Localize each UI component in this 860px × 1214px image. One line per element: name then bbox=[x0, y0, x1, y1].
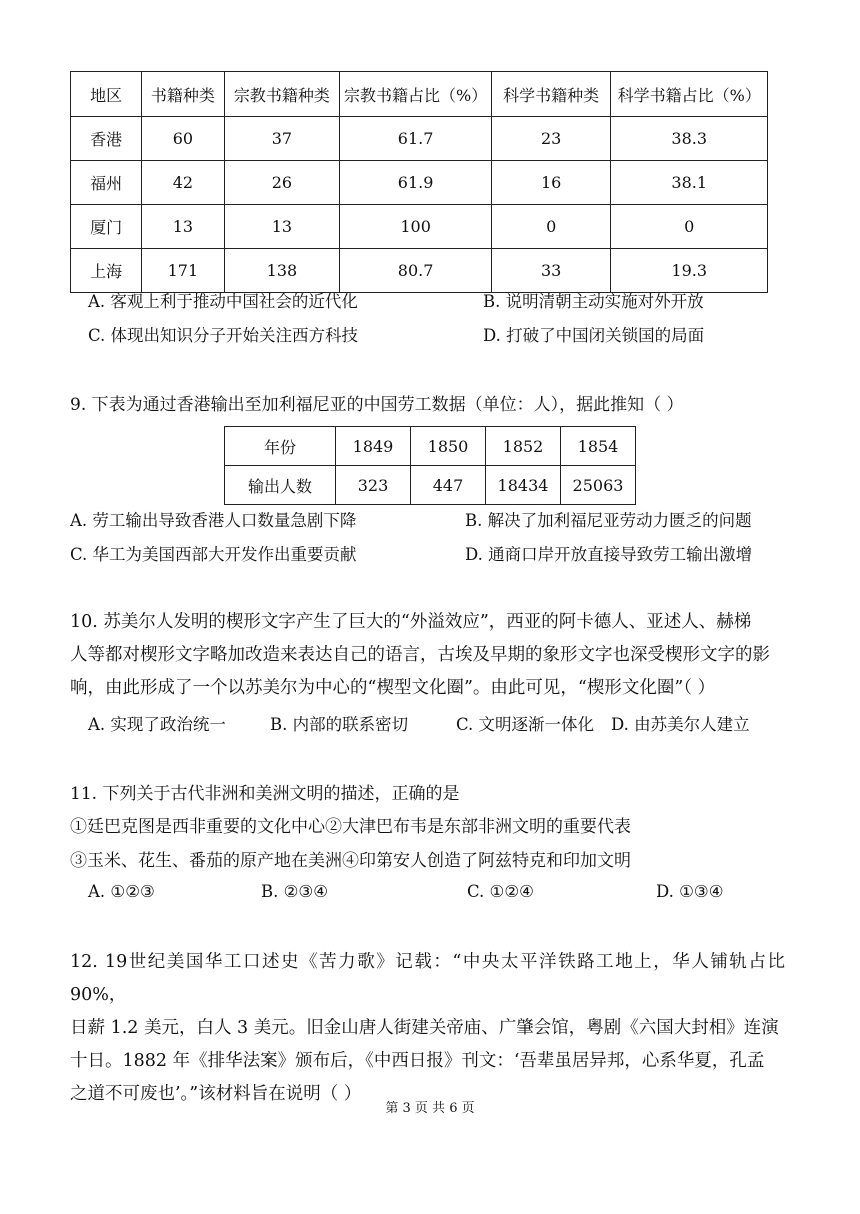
q8-option-c[interactable]: C. 体现出知识分子开始关注西方科技 bbox=[88, 326, 359, 345]
table-cell: 16 bbox=[491, 161, 611, 205]
table-cell: 1850 bbox=[411, 427, 486, 466]
table-header-cell: 科学书籍种类 bbox=[491, 72, 611, 117]
table-cell: 171 bbox=[142, 249, 224, 293]
table-header-row bbox=[71, 72, 768, 117]
table-cell: 25063 bbox=[561, 466, 636, 505]
table-cell: 厦门 bbox=[71, 205, 142, 249]
q9-option-d[interactable]: D. 通商口岸开放直接导致劳工输出激增 bbox=[465, 545, 753, 564]
q10-option-a[interactable]: A. 实现了政治统一 bbox=[88, 715, 226, 734]
table-cell: 0 bbox=[611, 205, 768, 249]
table-header-cell: 书籍种类 bbox=[142, 72, 224, 117]
table-row bbox=[71, 249, 768, 293]
table-cell: 年份 bbox=[225, 427, 336, 466]
q11-option-c[interactable]: C. ①②④ bbox=[467, 882, 534, 901]
table-cell: 13 bbox=[224, 205, 340, 249]
table-cell: 37 bbox=[224, 117, 340, 161]
table-cell: 1849 bbox=[336, 427, 411, 466]
q10-option-b[interactable]: B. 内部的联系密切 bbox=[270, 715, 409, 734]
table-header-cell: 地区 bbox=[71, 72, 142, 117]
table-cell: 19.3 bbox=[611, 249, 768, 293]
q12-line: 日薪 1.2 美元，白人 3 美元。旧金山唐人街建关帝庙、广肇会馆，粤剧《六国大封相》连演 bbox=[70, 1018, 779, 1038]
q8-option-b[interactable]: B. 说明清朝主动实施对外开放 bbox=[483, 292, 704, 311]
q9-option-c[interactable]: C. 华工为美国西部大开发作出重要贡献 bbox=[70, 545, 357, 564]
table-cell: 1852 bbox=[486, 427, 561, 466]
table-cell: 0 bbox=[491, 205, 611, 249]
table-cell: 23 bbox=[491, 117, 611, 161]
table-cell: 1854 bbox=[561, 427, 636, 466]
table-header-cell: 宗教书籍占比（%） bbox=[340, 72, 492, 117]
q10-line: 10. 苏美尔人发明的楔形文字产生了巨大的“外溢效应”，西亚的阿卡德人、亚述人、赫梯 bbox=[70, 612, 752, 632]
table-cell: 输出人数 bbox=[225, 466, 336, 505]
table-cell: 42 bbox=[142, 161, 224, 205]
table-row bbox=[71, 161, 768, 205]
table-row bbox=[71, 205, 768, 249]
table-cell: 香港 bbox=[71, 117, 142, 161]
table-row bbox=[71, 117, 768, 161]
table-cell: 上海 bbox=[71, 249, 142, 293]
q12-line: 之道不可废也’。”该材料旨在说明（ ） bbox=[70, 1084, 362, 1104]
table-cell: 60 bbox=[142, 117, 224, 161]
q12-line: 十日。1882 年《排华法案》颁布后，《中西日报》刊文：‘吾辈虽居异邦，心系华夏，孔孟 bbox=[70, 1051, 765, 1071]
q8-option-d[interactable]: D. 打破了中国闭关锁国的局面 bbox=[483, 326, 705, 345]
table-cell: 福州 bbox=[71, 161, 142, 205]
table-cell: 33 bbox=[491, 249, 611, 293]
q9-option-b[interactable]: B. 解决了加利福尼亚劳动力匮乏的问题 bbox=[465, 511, 752, 530]
table-cell: 38.3 bbox=[611, 117, 768, 161]
q11-option-b[interactable]: B. ②③④ bbox=[261, 882, 328, 901]
q11-statement-line: ③玉米、花生、番茄的原产地在美洲④印第安人创造了阿兹特克和印加文明 bbox=[70, 851, 631, 871]
table-cell: 26 bbox=[224, 161, 340, 205]
q12-stem bbox=[70, 946, 785, 1111]
q9-option-a[interactable]: A. 劳工输出导致香港人口数量急剧下降 bbox=[70, 511, 357, 530]
table-header-cell: 科学书籍占比（%） bbox=[611, 72, 768, 117]
table-cell: 18434 bbox=[486, 466, 561, 505]
table-cell: 100 bbox=[340, 205, 492, 249]
page-number: 第 3 页 共 6 页 bbox=[385, 1101, 475, 1116]
q10-option-d[interactable]: D. 由苏美尔人建立 bbox=[611, 715, 750, 734]
q10-line: 人等都对楔形文字略加改造来表达自己的语言，古埃及早期的象形文字也深受楔形文字的影 bbox=[70, 645, 770, 665]
q11-statement-line: ①廷巴克图是西非重要的文化中心②大津巴布韦是东部非洲文明的重要代表 bbox=[70, 817, 631, 837]
book-statistics-table bbox=[70, 71, 768, 293]
table-cell: 323 bbox=[336, 466, 411, 505]
table-row bbox=[225, 466, 636, 505]
table-row bbox=[225, 427, 636, 466]
q11-stem: 11. 下列关于古代非洲和美洲文明的描述，正确的是 bbox=[70, 784, 460, 804]
table-cell: 13 bbox=[142, 205, 224, 249]
table-header-cell: 宗教书籍种类 bbox=[224, 72, 340, 117]
table-cell: 447 bbox=[411, 466, 486, 505]
table-cell: 138 bbox=[224, 249, 340, 293]
q10-stem bbox=[70, 606, 785, 705]
q12-line: 12. 19世纪美国华工口述史《苦力歌》记载：“中央太平洋铁路工地上，华人铺轨占比90%， bbox=[70, 952, 785, 1005]
table-cell: 80.7 bbox=[340, 249, 492, 293]
q10-option-c[interactable]: C. 文明逐渐一体化 bbox=[456, 715, 595, 734]
q11-option-a[interactable]: A. ①②③ bbox=[88, 882, 155, 901]
q11-option-d[interactable]: D. ①③④ bbox=[656, 882, 724, 901]
table-cell: 61.9 bbox=[340, 161, 492, 205]
q10-line: 响，由此形成了一个以苏美尔为中心的“楔型文化圈”。由此可见，“楔形文化圈”（ ） bbox=[70, 678, 716, 698]
table-cell: 38.1 bbox=[611, 161, 768, 205]
q9-stem: 9. 下表为通过香港输出至加利福尼亚的中国劳工数据（单位：人），据此推知（ ） bbox=[70, 395, 684, 415]
q8-option-a[interactable]: A. 客观上利于推动中国社会的近代化 bbox=[88, 292, 358, 311]
labor-export-table bbox=[224, 426, 636, 505]
table-cell: 61.7 bbox=[340, 117, 492, 161]
